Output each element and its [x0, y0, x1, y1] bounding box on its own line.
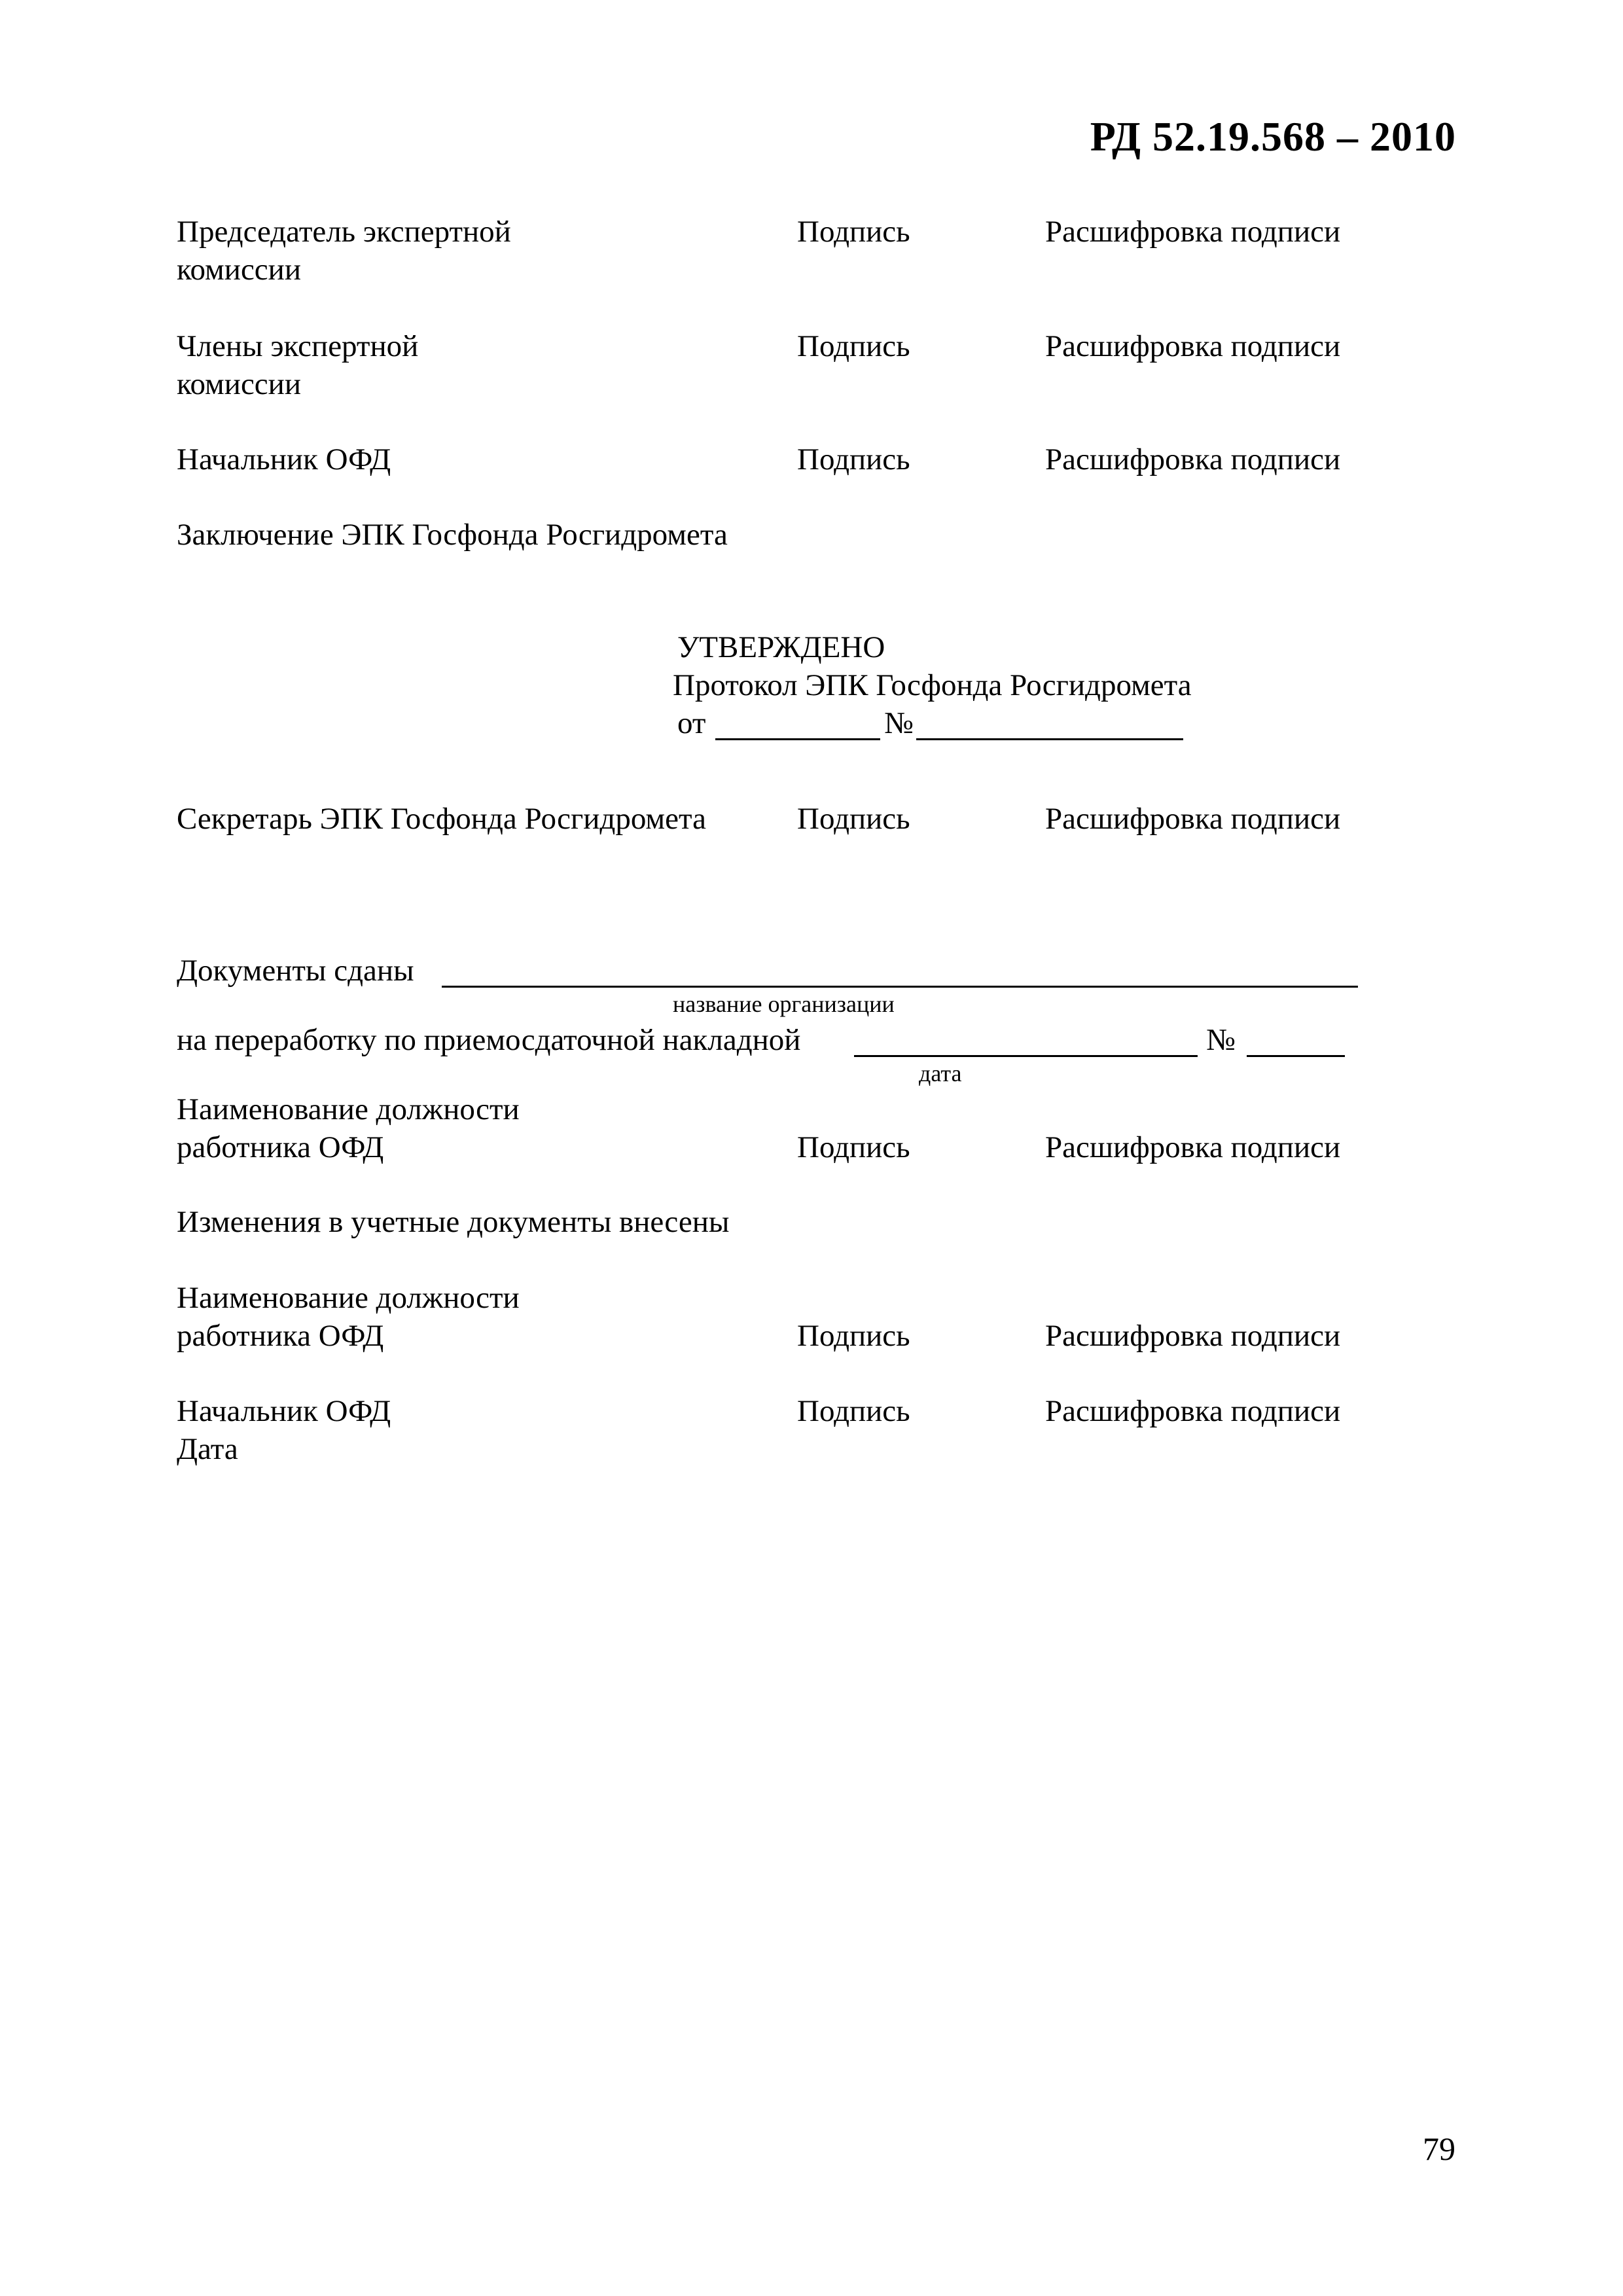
approval-title: УТВЕРЖДЕНО	[677, 630, 885, 664]
approval-date-field[interactable]	[715, 738, 880, 740]
approval-protocol: Протокол ЭПК Госфонда Росгидромета	[673, 668, 1192, 702]
secretary-signature-label: Подпись	[797, 802, 910, 836]
ofd-head-signature-label: Подпись	[797, 442, 910, 476]
final-head-role: Начальник ОФД	[177, 1394, 391, 1428]
ofd-worker2-signature-label: Подпись	[797, 1319, 910, 1353]
processing-label: на переработку по приемосдаточной накладной	[177, 1023, 801, 1057]
approval-number-label: №	[884, 706, 914, 740]
secretary-role: Секретарь ЭПК Госфонда Росгидромета	[177, 802, 707, 836]
changes-note: Изменения в учетные документы внесены	[177, 1205, 730, 1239]
chairman-role-line1: Председатель экспертной	[177, 215, 511, 249]
final-head-date-label: Дата	[177, 1432, 238, 1466]
ofd-worker1-role-line2: работника ОФД	[177, 1130, 384, 1164]
members-decryption-label: Расшифровка подписи	[1045, 329, 1341, 363]
documents-handed-label: Документы сданы	[177, 954, 414, 988]
document-code-header: РД 52.19.568 – 2010	[1090, 113, 1456, 160]
chairman-role-line2: комиссии	[177, 253, 301, 287]
handover-date-field[interactable]	[854, 1055, 1198, 1057]
final-head-signature-label: Подпись	[797, 1394, 910, 1428]
page-number: 79	[1423, 2130, 1455, 2167]
conclusion-text: Заключение ЭПК Госфонда Росгидромета	[177, 518, 728, 552]
chairman-signature-label: Подпись	[797, 215, 910, 249]
ofd-worker2-role-line1: Наименование должности	[177, 1281, 520, 1315]
organization-field[interactable]	[442, 986, 1358, 988]
members-signature-label: Подпись	[797, 329, 910, 363]
ofd-worker1-role-line1: Наименование должности	[177, 1092, 520, 1126]
final-head-decryption-label: Расшифровка подписи	[1045, 1394, 1341, 1428]
members-role-line2: комиссии	[177, 367, 301, 401]
secretary-decryption-label: Расшифровка подписи	[1045, 802, 1341, 836]
handover-number-label: №	[1206, 1023, 1236, 1057]
organization-caption: название организации	[673, 991, 895, 1017]
members-role-line1: Члены экспертной	[177, 329, 419, 363]
approval-from-label: от	[677, 706, 706, 740]
date-caption: дата	[919, 1060, 962, 1086]
ofd-worker1-decryption-label: Расшифровка подписи	[1045, 1130, 1341, 1164]
ofd-head-decryption-label: Расшифровка подписи	[1045, 442, 1341, 476]
ofd-worker2-decryption-label: Расшифровка подписи	[1045, 1319, 1341, 1353]
ofd-worker1-signature-label: Подпись	[797, 1130, 910, 1164]
handover-number-field[interactable]	[1247, 1055, 1345, 1057]
ofd-head-role: Начальник ОФД	[177, 442, 391, 476]
approval-number-field[interactable]	[916, 738, 1183, 740]
ofd-worker2-role-line2: работника ОФД	[177, 1319, 384, 1353]
chairman-decryption-label: Расшифровка подписи	[1045, 215, 1341, 249]
